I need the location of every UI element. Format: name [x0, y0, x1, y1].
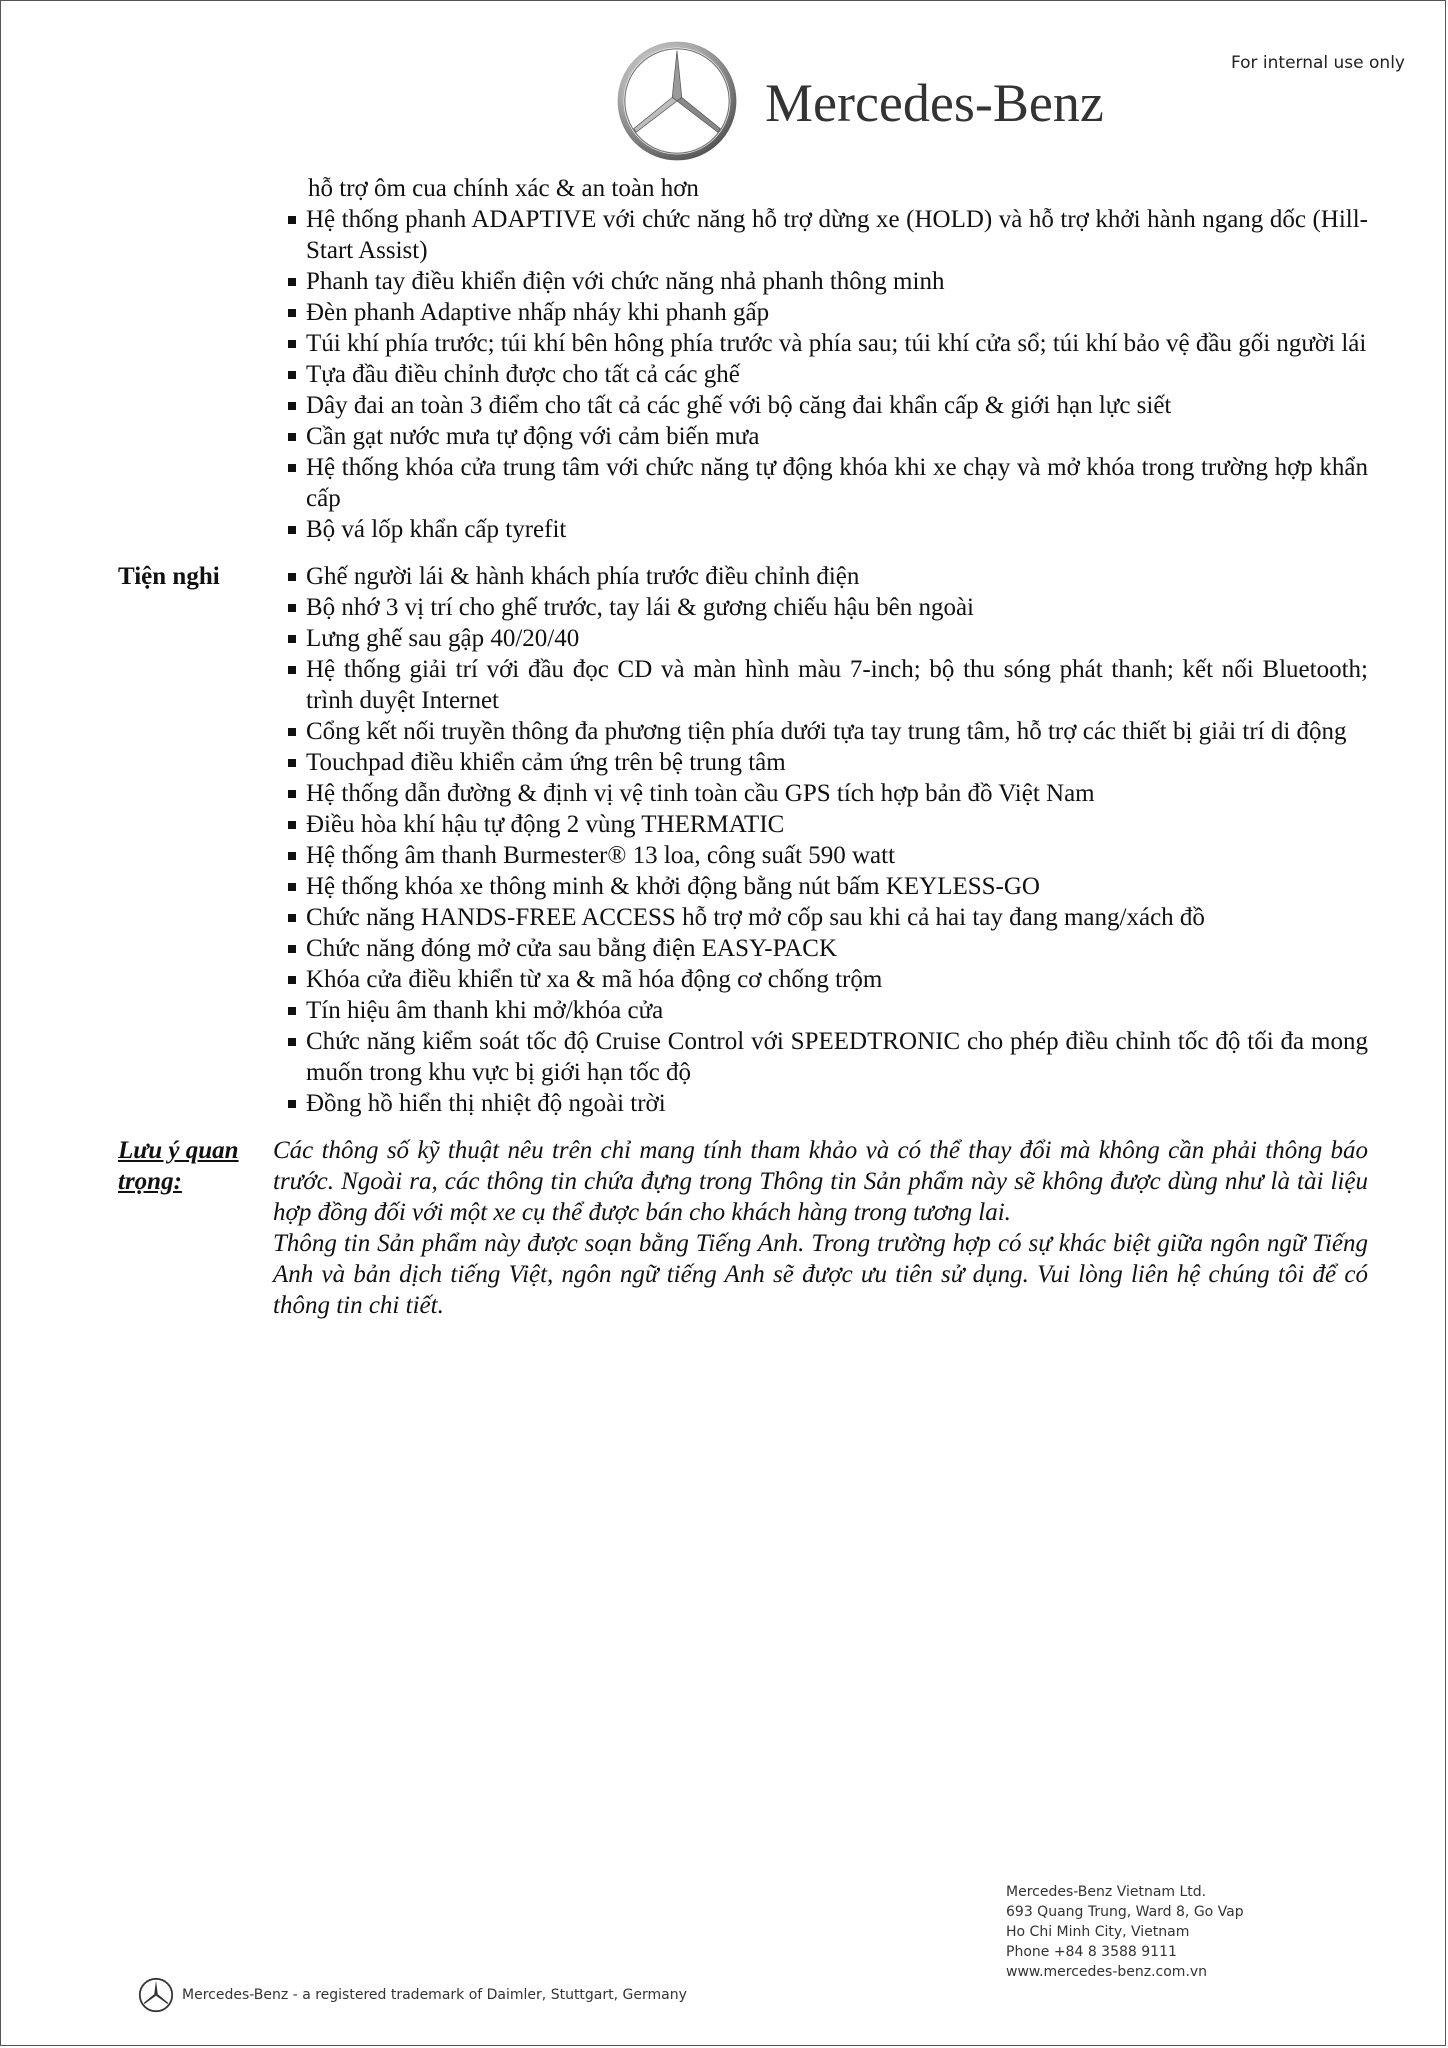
note-body	[273, 1135, 1368, 1321]
list-item: Ghế người lái & hành khách phía trước điều chỉnh điện	[306, 561, 1368, 592]
address-line: 693 Quang Trung, Ward 8, Go Vap	[1006, 1904, 1244, 1920]
internal-use-note: For internal use only	[1230, 53, 1405, 73]
note-label: Lưu ý quan trọng:	[118, 1137, 239, 1195]
list-item: Chức năng HANDS-FREE ACCESS hỗ trợ mở cốp sau khi cả hai tay đang mang/xách đồ	[306, 902, 1368, 933]
list-item: Hệ thống giải trí với đầu đọc CD và màn hình màu 7-inch; bộ thu sóng phát thanh; kết nối Bluetooth; trình duyệt Internet	[306, 656, 1368, 714]
comfort-section	[118, 561, 1368, 1119]
safety-section	[118, 204, 1368, 545]
list-item: Hệ thống dẫn đường & định vị vệ tinh toàn cầu GPS tích hợp bản đồ Việt Nam	[306, 778, 1368, 809]
list-item: Túi khí phía trước; túi khí bên hông phía trước và phía sau; túi khí cửa sổ; túi khí bảo vệ đầu gối người lái	[306, 330, 1367, 357]
footer-trademark	[138, 1977, 687, 2013]
list-item: Cần gạt nước mưa tự động với cảm biến mưa	[306, 421, 1368, 452]
list-item: Tựa đầu điều chỉnh được cho tất cả các ghế	[306, 359, 1368, 390]
website: www.mercedes-benz.com.vn	[1006, 1964, 1208, 1980]
list-item: Hệ thống âm thanh Burmester® 13 loa, công suất 590 watt	[306, 840, 1368, 871]
list-item: Touchpad điều khiển cảm ứng trên bệ trung tâm	[306, 747, 1368, 778]
continued-text: hỗ trợ ôm cua chính xác & an toàn hơn	[308, 175, 699, 202]
company-name: Mercedes-Benz Vietnam Ltd.	[1006, 1884, 1207, 1900]
footer-address	[1006, 1882, 1244, 1982]
note-section	[118, 1135, 1368, 1321]
mercedes-star-logo-icon	[617, 41, 737, 161]
mercedes-star-icon	[138, 1977, 174, 2013]
comfort-list	[268, 561, 1368, 1119]
list-item: Phanh tay điều khiển điện với chức năng nhả phanh thông minh	[306, 266, 1368, 297]
list-item: Bộ nhớ 3 vị trí cho ghế trước, tay lái & gương chiếu hậu bên ngoài	[306, 592, 1368, 623]
brand-name: Mercedes-Benz	[765, 73, 1104, 133]
list-item: Điều hòa khí hậu tự động 2 vùng THERMATIC	[306, 809, 1368, 840]
trademark-text: Mercedes-Benz - a registered trademark of Daimler, Stuttgart, Germany	[182, 1987, 687, 2003]
list-item: Tín hiệu âm thanh khi mở/khóa cửa	[306, 995, 1368, 1026]
list-item: Chức năng kiểm soát tốc độ Cruise Control với SPEEDTRONIC cho phép điều chỉnh tốc độ tối đa mong muốn trong khu vực bị giới hạn tốc độ	[306, 1028, 1368, 1086]
list-item: Đèn phanh Adaptive nhấp nháy khi phanh gấp	[306, 297, 1368, 328]
safety-list	[268, 204, 1368, 545]
brand-header	[617, 41, 1104, 161]
list-item: Lưng ghế sau gập 40/20/40	[306, 623, 1368, 654]
list-item: Chức năng đóng mở cửa sau bằng điện EASY-PACK	[306, 933, 1368, 964]
note-paragraph: Thông tin Sản phẩm này được soạn bằng Tiếng Anh. Trong trường hợp có sự khác biệt giữa ngôn ngữ Tiếng Anh và bản dịch tiếng Việt, ngôn ngữ tiếng Anh sẽ được ưu tiên sử dụng. Vui lòng liên hệ chúng tôi để có thông tin chi tiết.	[273, 1230, 1368, 1319]
list-item: Hệ thống khóa xe thông minh & khởi động bằng nút bấm KEYLESS-GO	[306, 871, 1368, 902]
list-item: Khóa cửa điều khiển từ xa & mã hóa động cơ chống trộm	[306, 964, 1368, 995]
phone: Phone +84 8 3588 9111	[1006, 1944, 1177, 1960]
main-content	[118, 173, 1368, 1321]
list-item: Hệ thống phanh ADAPTIVE với chức năng hỗ trợ dừng xe (HOLD) và hỗ trợ khởi hành ngang dốc (Hill-Start Assist)	[306, 206, 1368, 264]
list-item: Đồng hồ hiển thị nhiệt độ ngoài trời	[306, 1088, 1368, 1119]
comfort-label: Tiện nghi	[118, 563, 220, 590]
note-paragraph: Các thông số kỹ thuật nêu trên chỉ mang tính tham khảo và có thể thay đổi mà không cần phải thông báo trước. Ngoài ra, các thông tin chứa đựng trong Thông tin Sản phẩm này sẽ không được dùng như là tài liệu hợp đồng đối với một xe cụ thể được bán cho khách hàng trong tương lai.	[273, 1137, 1368, 1226]
list-item: Bộ vá lốp khẩn cấp tyrefit	[306, 514, 1368, 545]
list-item: Cổng kết nối truyền thông đa phương tiện phía dưới tựa tay trung tâm, hỗ trợ các thiết bị giải trí di động	[306, 716, 1368, 747]
address-line: Ho Chi Minh City, Vietnam	[1006, 1924, 1190, 1940]
safety-label	[118, 204, 268, 545]
list-item: Hệ thống khóa cửa trung tâm với chức năng tự động khóa khi xe chạy và mở khóa trong trường hợp khẩn cấp	[306, 454, 1368, 512]
list-item: Dây đai an toàn 3 điểm cho tất cả các ghế với bộ căng đai khẩn cấp & giới hạn lực siết	[306, 390, 1368, 421]
